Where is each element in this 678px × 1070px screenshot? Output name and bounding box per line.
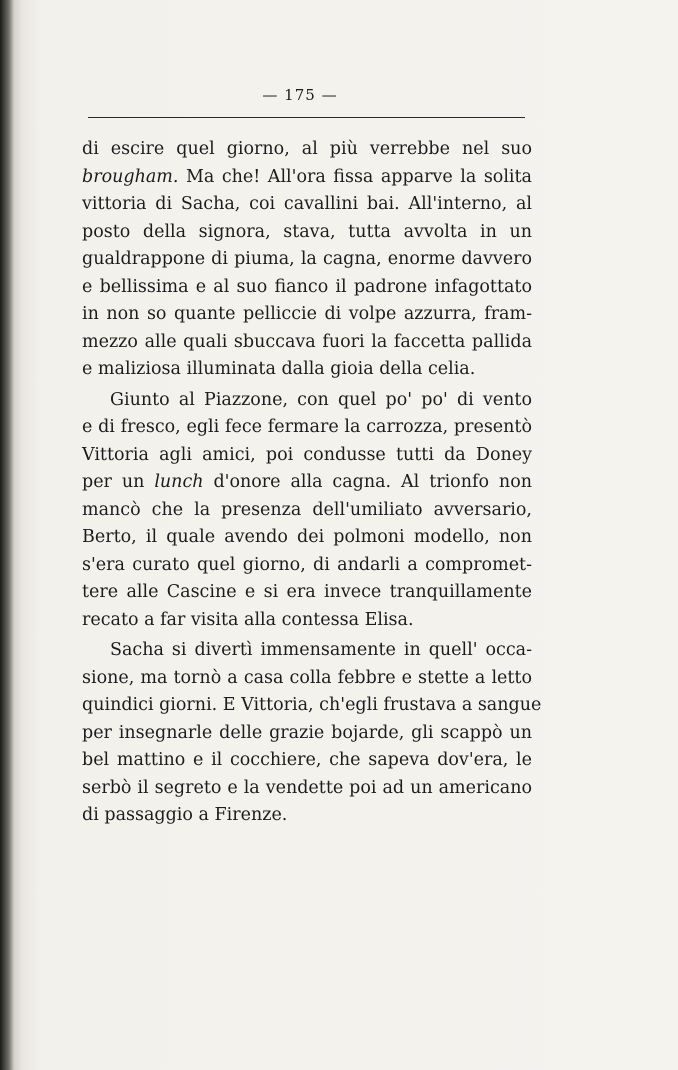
paragraph-1	[82, 136, 532, 384]
header-rule	[88, 117, 525, 118]
line-text: e maliziosa illuminata dalla gioia della celia.	[82, 359, 476, 379]
text-line	[82, 747, 532, 775]
text-line	[82, 442, 532, 470]
text-line	[82, 524, 532, 552]
italic-term: brougham.	[82, 166, 179, 187]
line-text: serbò il segreto e la vendette poi ad un americano	[82, 777, 532, 798]
text-line	[82, 579, 532, 607]
line-text: per insegnarle delle grazie bojarde, gli scappò un	[82, 722, 532, 743]
text-line	[82, 720, 532, 748]
line-text: di escire quel giorno, al più verrebbe nel suo	[82, 139, 532, 159]
italic-term: lunch	[154, 472, 204, 492]
binding-edge	[0, 0, 14, 1070]
line-text: e di fresco, egli fece fermare la carrozza, presentò	[82, 417, 532, 437]
line-text: Berto, il quale avendo dei polmoni modello, non	[82, 527, 532, 547]
text-line	[82, 497, 532, 525]
page-number: — 175 —	[262, 86, 338, 104]
text-line	[82, 329, 532, 357]
text-line	[82, 607, 532, 635]
text-line	[82, 665, 532, 693]
text-line	[82, 356, 532, 384]
line-text: s'era curato quel giorno, di andarli a compromet-	[82, 554, 532, 575]
text-line	[82, 692, 542, 720]
text-line	[82, 775, 532, 803]
line-text: d'onore alla cagna. Al trionfo non	[203, 472, 532, 492]
paragraph-2	[82, 387, 532, 635]
line-text: sione, ma tornò a casa colla febbre e stette a letto	[82, 667, 532, 688]
line-text: in non so quante pelliccie di volpe azzurra, fram-	[82, 304, 532, 324]
body-text	[82, 136, 542, 830]
text-line	[82, 191, 532, 219]
line-text: e bellissima e al suo fianco il padrone infagottato	[82, 276, 532, 297]
text-line	[82, 274, 532, 302]
line-text: bel mattino e il cocchiere, che sapeva dov'era, le	[82, 750, 532, 770]
line-text: gualdrappone di piuma, la cagna, enorme davvero	[82, 249, 532, 269]
line-text: recato a far visita alla contessa Elisa.	[82, 609, 414, 630]
line-text: posto della signora, stava, tutta avvolta in un	[82, 221, 532, 242]
text-line	[82, 301, 532, 329]
text-line	[82, 552, 532, 580]
line-text: per un	[82, 472, 155, 492]
line-text: mancò che la presenza dell'umiliato avversario,	[82, 499, 532, 520]
text-line	[82, 637, 532, 665]
paragraph-3	[82, 637, 542, 830]
line-text: Giunto al Piazzone, con quel po' po' di vento	[110, 389, 532, 410]
line-text: mezzo alle quali sbuccava fuori la faccetta pallida	[82, 331, 532, 352]
text-line	[82, 387, 532, 415]
text-line	[82, 469, 532, 497]
line-text: Sacha si divertì immensamente in quell' occa-	[110, 640, 532, 660]
line-text: di passaggio a Firenze.	[82, 805, 288, 825]
text-line	[82, 164, 532, 192]
line-text: quindici giorni. E Vittoria, ch'egli frustava a sangue	[82, 695, 542, 715]
text-line	[82, 246, 532, 274]
text-line	[82, 136, 532, 164]
text-line	[82, 802, 532, 830]
text-line	[82, 414, 532, 442]
line-text: Vittoria agli amici, poi condusse tutti da Doney	[82, 444, 532, 465]
line-text: vittoria di Sacha, coi cavallini bai. All'interno, al	[82, 194, 532, 214]
text-line	[82, 219, 532, 247]
line-text: Ma che! All'ora fissa apparve la solita	[178, 166, 532, 187]
line-text: tere alle Cascine e si era invece tranquillamente	[82, 582, 532, 602]
